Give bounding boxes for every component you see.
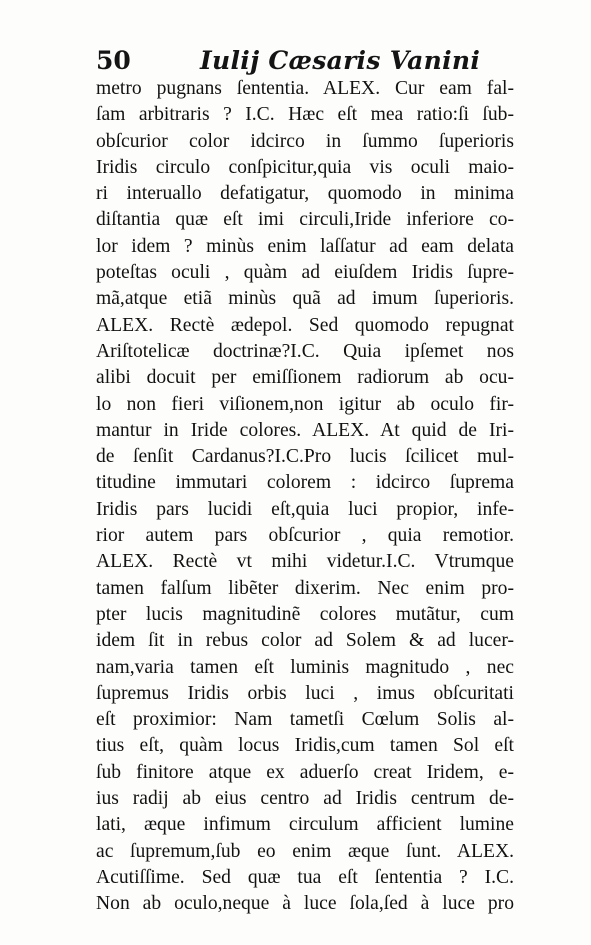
text-line: poteſtas oculi , quàm ad eiuſdem Iridis ſupre- [96,262,514,284]
text-line: nam,varia tamen eſt luminis magnitudo , nec [96,656,514,678]
text-line: ALEX. Rectè vt mihi videtur.I.C. Vtrumque [96,551,514,573]
text-line: ALEX. Rectè ædepol. Sed quomodo repugnat [96,314,514,336]
text-line: tius eſt, quàm locus Iridis,cum tamen Sol eſt [96,735,514,757]
text-line: pter lucis magnitudinẽ colores mutãtur, cum [96,603,514,625]
text-line: Non ab oculo,neque à luce ſola,ſed à luce pro [96,893,514,915]
text-line: obſcurior color idcirco in ſummo ſuperioris [96,130,514,152]
text-line: Iridis pars lucidi eſt,quia luci propior, infe- [96,498,514,520]
text-line: alibi docuit per emiſſionem radiorum ab ocu- [96,367,514,389]
text-line: mã,atque etiã minùs quã ad imum ſuperioris. [96,288,514,310]
text-line: Acutiſſime. Sed quæ tua eſt ſententia ? I.C. [96,866,514,888]
text-line: lor idem ? minùs enim laſſatur ad eam delata [96,235,514,257]
text-line: titudine immutari colorem : idcirco ſuprema [96,472,514,494]
page-number: 50 [96,46,131,75]
text-line: idem ſit in rebus color ad Solem & ad lucer- [96,630,514,652]
text-line: rior autem pars obſcurior , quia remotior. [96,525,514,547]
text-line: Ariſtotelicæ doctrinæ?I.C. Quia ipſemet nos [96,340,514,362]
text-line: tamen falſum libẽter dixerim. Nec enim pro- [96,577,514,599]
text-line: ac ſupremum,ſub eo enim æque ſunt. ALEX. [96,840,514,862]
text-line: ſupremus Iridis orbis luci , imus obſcuritati [96,682,514,704]
text-line: de ſenſit Cardanus?I.C.Pro lucis ſcilicet mul- [96,446,514,468]
text-line: diſtantia quæ eſt imi circuli,Iride inferiore co- [96,209,514,231]
text-line: metro pugnans ſententia. ALEX. Cur eam fal- [96,78,514,99]
page-header [96,40,516,78]
text-line: Iridis circulo conſpicitur,quia vis oculi maio- [96,156,514,178]
text-line: mantur in Iride colores. ALEX. At quid de Iri- [96,419,514,441]
text-line: ius radij ab eius centro ad Iridis centrum de- [96,788,514,810]
text-line: lo non fieri viſionem,non igitur ab oculo fir- [96,393,514,415]
text-line: ſub finitore atque ex aduerſo creat Iridem, e- [96,761,514,783]
text-line: ri interuallo defatigatur, quomodo in minima [96,183,514,205]
text-line: eſt proximior: Nam tametſi Cœlum Solis al- [96,709,514,731]
running-head: Iulij Cæsaris Vanini [200,46,481,75]
text-line: ſam arbitraris ? I.C. Hæc eſt mea ratio:ſi ſub- [96,104,514,126]
text-line: lati, æque infimum circulum afficient lumine [96,814,514,836]
body-text [96,76,514,918]
